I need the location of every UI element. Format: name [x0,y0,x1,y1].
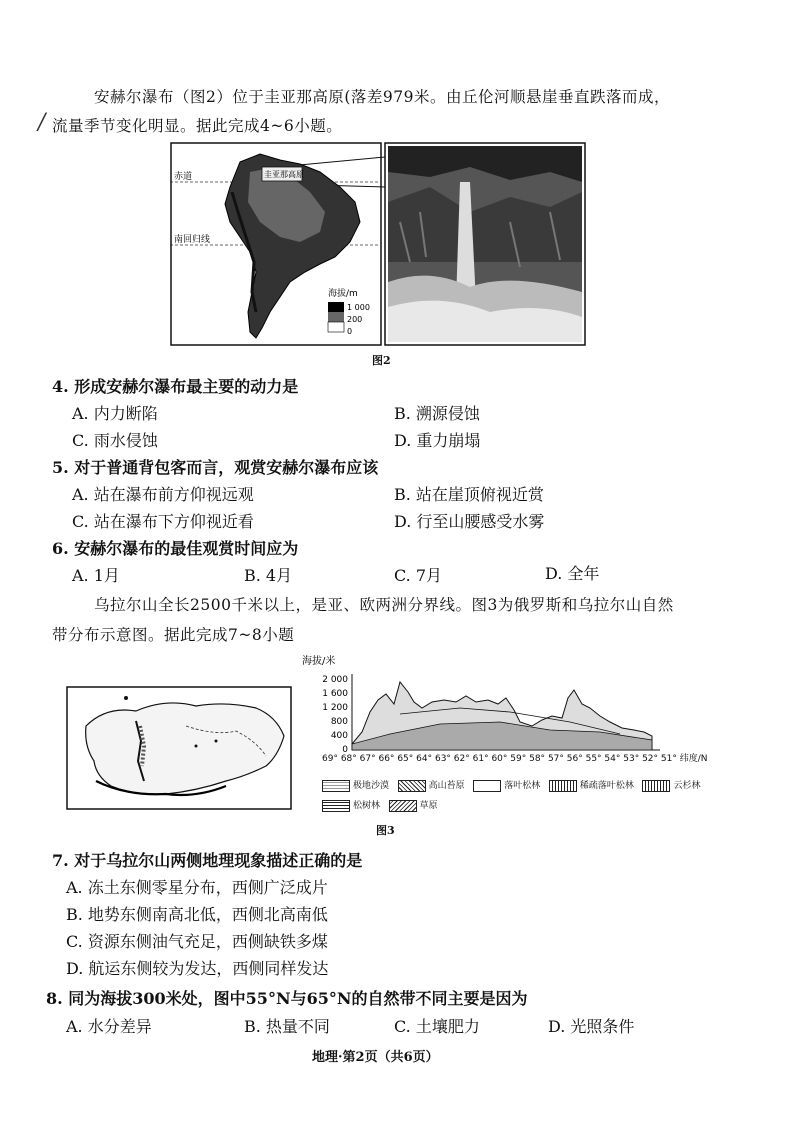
legend-sparse-larch: 稀疏落叶松林 [549,781,634,791]
question-8-option-b: B. 热量不同 [244,1017,330,1036]
profile-ylabel: 海拔/米 [302,656,336,667]
legend-grassland: 草原 [389,801,438,811]
figure-2-caption: 图2 [372,354,391,367]
question-7-option-b: B. 地势东侧南高北低，西侧北高南低 [66,905,328,924]
ytick-2000: 2 000 [322,675,348,685]
waterfall-photo [388,146,582,342]
question-4-option-d: D. 重力崩塌 [394,431,481,450]
xtick-69: 69° [322,754,338,764]
xtick-55: 55° [585,754,602,764]
question-7-stem: 7. 对于乌拉尔山两侧地理现象描述正确的是 [52,851,363,870]
pen-mark: / [38,110,46,135]
ytick-0: 0 [342,745,348,755]
question-5-option-c: C. 站在瀑布下方仰视近看 [72,512,254,531]
xtick-68: 68° [340,754,357,764]
ytick-800: 800 [330,717,348,727]
profile-xticks [322,753,708,765]
question-8-stem: 8. 同为海拔300米处，图中55°N与65°N的自然带不同主要是因为 [46,989,528,1008]
question-6-option-d: D. 全年 [545,564,600,583]
question-6-option-b: B. 4月 [244,566,293,585]
intro-line-2: 流量季节变化明显。据此完成4~6小题。 [52,117,343,135]
xtick-58: 58° [529,754,546,764]
legend-alpine-tundra: 高山苔原 [398,781,465,791]
ytick-1200: 1 200 [322,703,348,713]
xtick-57: 57° [547,754,564,764]
xtick-59: 59° [510,754,527,764]
intro2-line-1: 乌拉尔山全长2500千米以上，是亚、欧两洲分界线。图3为俄罗斯和乌拉尔山自然 [94,596,674,614]
xtick-65: 65° [397,754,414,764]
ytick-400: 400 [330,731,348,741]
russia-map [66,686,292,810]
xtick-unit: 纬度/N [679,754,708,764]
equator-label: 赤道 [174,172,193,182]
legend-larch-forest: 落叶松林 [473,781,540,791]
xtick-67: 67° [359,754,376,764]
question-7-option-a: A. 冻土东侧零星分布，西侧广泛成片 [66,878,328,897]
question-5-option-a: A. 站在瀑布前方仰视远观 [72,485,254,504]
page-footer: 地理·第2页（共6页） [312,1050,439,1065]
legend-1000: 1 000 [347,303,370,312]
question-6-option-c: C. 7月 [394,566,443,585]
question-4-option-b: B. 溯源侵蚀 [394,404,480,423]
question-4-option-c: C. 雨水侵蚀 [72,431,158,450]
xtick-66: 66° [378,754,395,764]
profile-yticks [322,675,348,755]
legend-polar-desert: 极地沙漠 [322,781,389,791]
question-7-option-c: C. 资源东侧油气充足，西侧缺铁多煤 [66,932,328,951]
figure-3-caption: 图3 [376,824,395,837]
question-5-option-d: D. 行至山腰感受水雾 [394,512,545,531]
xtick-53: 53° [623,754,640,764]
legend-pine: 松树林 [322,801,380,811]
legend-title: 海拔/m [328,289,358,299]
question-5-option-b: B. 站在崖顶俯视近赏 [394,485,544,504]
xtick-64: 64° [416,754,433,764]
xtick-54: 54° [604,754,621,764]
question-7-option-d: D. 航运东侧较为发达，西侧同样发达 [66,959,329,978]
xtick-63: 63° [434,754,451,764]
xtick-56: 56° [566,754,583,764]
xtick-62: 62° [453,754,470,764]
question-8-option-a: A. 水分差异 [66,1017,152,1036]
question-4-option-a: A. 内力断陷 [72,404,158,423]
xtick-60: 60° [491,754,508,764]
question-4-stem: 4. 形成安赫尔瀑布最主要的动力是 [52,377,299,396]
legend-spruce: 云杉林 [642,781,700,791]
intro2-line-2: 带分布示意图。据此完成7~8小题 [52,626,295,644]
legend-row-1 [322,778,700,792]
figure-2 [170,142,586,348]
question-5-stem: 5. 对于普通背包客而言，观赏安赫尔瀑布应该 [52,458,379,477]
xtick-52: 52° [642,754,659,764]
intro-line-1: 安赫尔瀑布（图2）位于圭亚那高原(落差979米。由丘伦河顺悬崖垂直跌落而成， [94,88,670,106]
ytick-1600: 1 600 [322,689,348,699]
legend-row-2 [322,798,438,812]
tropic-label: 南回归线 [174,235,211,245]
question-6-option-a: A. 1月 [72,566,120,585]
question-8-option-d: D. 光照条件 [548,1017,635,1036]
legend-0: 0 [347,327,353,336]
xtick-61: 61° [472,754,489,764]
xtick-51: 51° [660,754,677,764]
plateau-label: 圭亚那高原 [264,170,304,179]
legend-200: 200 [347,315,363,324]
question-6-stem: 6. 安赫尔瀑布的最佳观赏时间应为 [52,539,299,558]
question-8-option-c: C. 土壤肥力 [394,1017,480,1036]
